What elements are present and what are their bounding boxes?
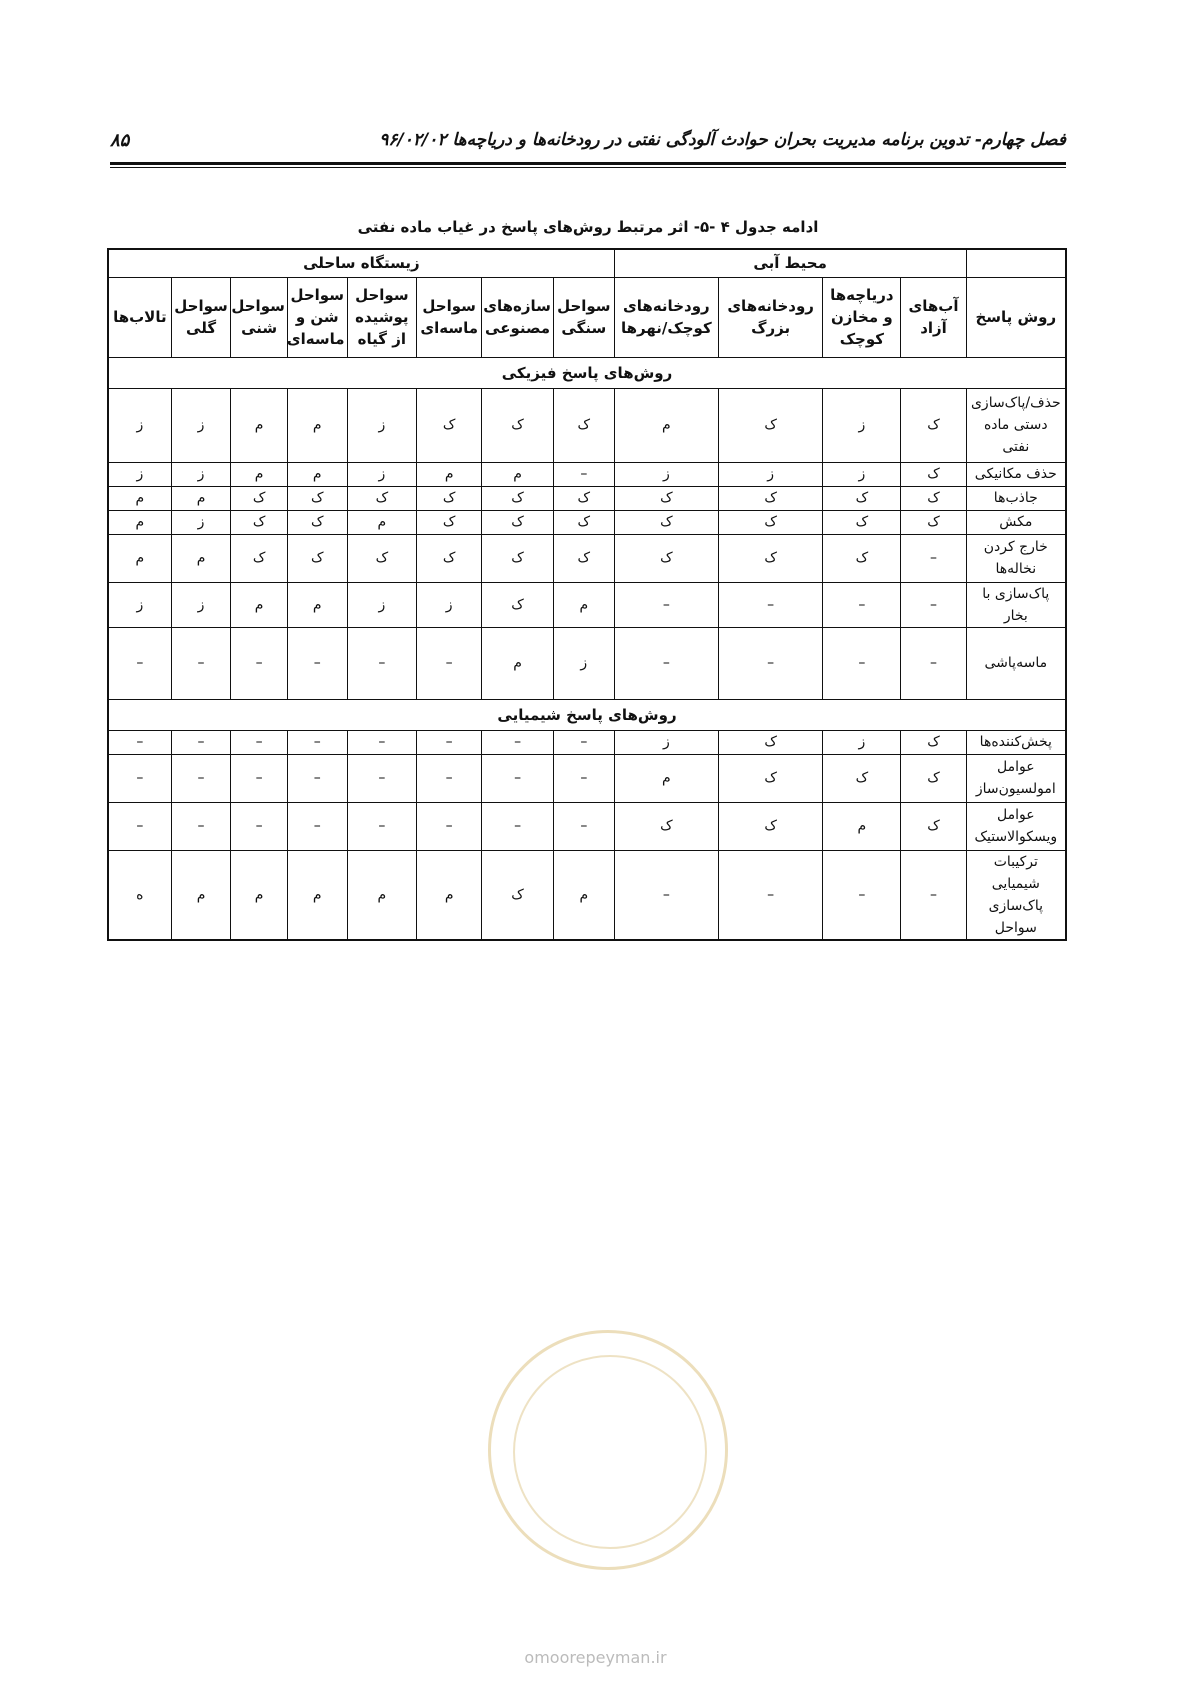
- column-header: آب‌های آزاد: [901, 277, 966, 357]
- column-header: روش پاسخ: [966, 277, 1066, 357]
- rating-cell: م: [287, 462, 347, 486]
- rating-cell: ز: [108, 582, 171, 627]
- rating-cell: –: [553, 730, 614, 754]
- rating-cell: –: [553, 462, 614, 486]
- rating-cell: ک: [482, 510, 554, 534]
- column-header: سواحل سنگی: [553, 277, 614, 357]
- rating-cell: ک: [901, 462, 966, 486]
- rating-cell: ک: [287, 510, 347, 534]
- rating-cell: ک: [347, 534, 417, 582]
- rating-cell: –: [417, 802, 482, 850]
- rating-cell: ک: [719, 510, 823, 534]
- rating-cell: م: [482, 462, 554, 486]
- rating-cell: –: [553, 754, 614, 802]
- table-row: [108, 462, 1066, 486]
- rating-cell: –: [171, 730, 231, 754]
- rating-cell: ز: [347, 388, 417, 462]
- rating-cell: ک: [231, 486, 287, 510]
- rating-cell: م: [553, 582, 614, 627]
- table-row: [108, 730, 1066, 754]
- rating-cell: –: [719, 582, 823, 627]
- rating-cell: ک: [287, 534, 347, 582]
- rating-cell: –: [614, 850, 718, 940]
- rating-cell: –: [287, 802, 347, 850]
- rating-cell: ک: [823, 510, 901, 534]
- rating-cell: م: [171, 534, 231, 582]
- rating-cell: –: [171, 802, 231, 850]
- rating-cell: –: [901, 582, 966, 627]
- rating-cell: –: [614, 582, 718, 627]
- section-title: روش‌های پاسخ فیزیکی: [108, 357, 1066, 388]
- page-number: ۸۵: [110, 130, 130, 151]
- watermark-url: omoorepeyman.ir: [524, 1648, 667, 1667]
- rating-cell: م: [287, 850, 347, 940]
- rating-cell: ک: [901, 754, 966, 802]
- rating-cell: –: [901, 627, 966, 699]
- rating-cell: م: [231, 462, 287, 486]
- rating-cell: م: [823, 802, 901, 850]
- table-body: [108, 357, 1066, 940]
- column-header: سواحل شن و ماسه‌ای: [287, 277, 347, 357]
- method-cell: ماسه‌پاشی: [966, 627, 1066, 699]
- rating-cell: –: [347, 802, 417, 850]
- method-cell: پخش‌کننده‌ها: [966, 730, 1066, 754]
- rating-cell: –: [108, 627, 171, 699]
- rating-cell: ک: [553, 534, 614, 582]
- section-title: روش‌های پاسخ شیمیایی: [108, 699, 1066, 730]
- rating-cell: –: [287, 627, 347, 699]
- rating-cell: ز: [719, 462, 823, 486]
- rating-cell: م: [614, 754, 718, 802]
- rating-cell: –: [482, 730, 554, 754]
- group-coastal: زیستگاه ساحلی: [108, 249, 614, 277]
- rating-cell: م: [417, 462, 482, 486]
- rating-cell: –: [171, 627, 231, 699]
- publisher-seal-watermark: [488, 1330, 728, 1570]
- section-header-row: [108, 699, 1066, 730]
- rating-cell: م: [231, 850, 287, 940]
- rating-cell: –: [614, 627, 718, 699]
- section-header-row: [108, 357, 1066, 388]
- rating-cell: ک: [614, 534, 718, 582]
- rating-cell: ک: [719, 754, 823, 802]
- method-cell: جاذب‌ها: [966, 486, 1066, 510]
- rating-cell: م: [108, 534, 171, 582]
- rating-cell: ک: [719, 388, 823, 462]
- table-row: [108, 388, 1066, 462]
- rating-cell: –: [901, 850, 966, 940]
- rating-cell: م: [231, 388, 287, 462]
- rating-cell: ه: [108, 850, 171, 940]
- rating-cell: ز: [108, 388, 171, 462]
- rating-cell: ز: [171, 388, 231, 462]
- table-row: [108, 582, 1066, 627]
- rating-cell: –: [482, 802, 554, 850]
- rating-cell: –: [287, 754, 347, 802]
- rating-cell: –: [231, 627, 287, 699]
- rating-cell: –: [417, 627, 482, 699]
- method-cell: پاک‌سازی با بخار: [966, 582, 1066, 627]
- column-header: تالاب‌ها: [108, 277, 171, 357]
- rating-cell: ک: [231, 534, 287, 582]
- rating-cell: ک: [553, 510, 614, 534]
- table-row: [108, 486, 1066, 510]
- rating-cell: م: [417, 850, 482, 940]
- rating-cell: –: [417, 730, 482, 754]
- rating-cell: ک: [231, 510, 287, 534]
- column-header: رودخانه‌های کوچک/نهرها: [614, 277, 718, 357]
- rating-cell: ک: [553, 486, 614, 510]
- rating-cell: م: [287, 582, 347, 627]
- rating-cell: –: [482, 754, 554, 802]
- rating-cell: –: [719, 850, 823, 940]
- rating-cell: –: [231, 754, 287, 802]
- rating-cell: ز: [171, 582, 231, 627]
- rating-cell: –: [108, 754, 171, 802]
- column-header: سواحل ماسه‌ای: [417, 277, 482, 357]
- rating-cell: م: [108, 510, 171, 534]
- rating-cell: –: [231, 730, 287, 754]
- rating-cell: –: [347, 627, 417, 699]
- rating-cell: م: [347, 850, 417, 940]
- rating-cell: –: [231, 802, 287, 850]
- rating-cell: ز: [553, 627, 614, 699]
- rating-cell: ز: [171, 462, 231, 486]
- column-header: سواحل شنی: [231, 277, 287, 357]
- response-methods-table: [107, 248, 1067, 941]
- rating-cell: ک: [614, 486, 718, 510]
- method-cell: عوامل امولسیون‌ساز: [966, 754, 1066, 802]
- method-cell: خارج کردن نخاله‌ها: [966, 534, 1066, 582]
- rating-cell: ک: [823, 534, 901, 582]
- rating-cell: ز: [823, 730, 901, 754]
- rating-cell: ز: [417, 582, 482, 627]
- rating-cell: ز: [347, 462, 417, 486]
- rating-cell: ک: [482, 486, 554, 510]
- method-cell: حذف/پاک‌سازی دستی ماده نفتی: [966, 388, 1066, 462]
- rating-cell: –: [347, 730, 417, 754]
- column-header: سازه‌های مصنوعی: [482, 277, 554, 357]
- table-row: [108, 534, 1066, 582]
- rating-cell: –: [347, 754, 417, 802]
- rating-cell: –: [171, 754, 231, 802]
- rating-cell: ک: [417, 486, 482, 510]
- column-header: سواحل پوشیده از گیاه: [347, 277, 417, 357]
- rating-cell: ک: [287, 486, 347, 510]
- rating-cell: ز: [171, 510, 231, 534]
- rating-cell: ک: [719, 534, 823, 582]
- rating-cell: ک: [719, 802, 823, 850]
- rating-cell: –: [553, 802, 614, 850]
- rating-cell: ک: [482, 850, 554, 940]
- table-row: [108, 627, 1066, 699]
- rating-cell: ز: [614, 730, 718, 754]
- method-cell: حذف مکانیکی: [966, 462, 1066, 486]
- method-cell: مکش: [966, 510, 1066, 534]
- rating-cell: ک: [719, 486, 823, 510]
- rating-cell: م: [171, 850, 231, 940]
- rating-cell: –: [287, 730, 347, 754]
- header-rule-thin: [110, 167, 1066, 168]
- rating-cell: ز: [347, 582, 417, 627]
- rating-cell: ک: [901, 802, 966, 850]
- rating-cell: ک: [417, 510, 482, 534]
- group-aquatic: محیط آبی: [614, 249, 966, 277]
- rating-cell: ز: [823, 388, 901, 462]
- rating-cell: –: [823, 850, 901, 940]
- rating-cell: م: [171, 486, 231, 510]
- table-row: [108, 802, 1066, 850]
- rating-cell: ک: [901, 388, 966, 462]
- rating-cell: ز: [614, 462, 718, 486]
- rating-cell: –: [823, 582, 901, 627]
- table-row: [108, 754, 1066, 802]
- rating-cell: ک: [901, 730, 966, 754]
- table-row: [108, 510, 1066, 534]
- rating-cell: ک: [719, 730, 823, 754]
- rating-cell: م: [347, 510, 417, 534]
- rating-cell: ز: [108, 462, 171, 486]
- method-cell: ترکیبات شیمیایی پاک‌سازی سواحل: [966, 850, 1066, 940]
- blank-corner: [966, 249, 1066, 277]
- column-header: دریاچه‌ها و مخازن کوچک: [823, 277, 901, 357]
- table-row: [108, 850, 1066, 940]
- column-header: سواحل گلی: [171, 277, 231, 357]
- rating-cell: –: [108, 730, 171, 754]
- rating-cell: –: [823, 627, 901, 699]
- rating-cell: م: [231, 582, 287, 627]
- rating-cell: ک: [347, 486, 417, 510]
- column-header: رودخانه‌های بزرگ: [719, 277, 823, 357]
- rating-cell: م: [287, 388, 347, 462]
- rating-cell: م: [553, 850, 614, 940]
- rating-cell: –: [719, 627, 823, 699]
- header-title: فصل چهارم- تدوین برنامه مدیریت بحران حوادث آلودگی نفتی در رودخانه‌ها و دریاچه‌ها ۹۶/۰۲/۰۲: [379, 130, 1066, 150]
- rating-cell: ک: [553, 388, 614, 462]
- method-cell: عوامل ویسکوالاستیک: [966, 802, 1066, 850]
- rating-cell: ک: [901, 510, 966, 534]
- header-rule: [110, 162, 1066, 165]
- rating-cell: م: [482, 627, 554, 699]
- rating-cell: م: [108, 486, 171, 510]
- rating-cell: ک: [823, 486, 901, 510]
- rating-cell: ک: [614, 510, 718, 534]
- rating-cell: ک: [901, 486, 966, 510]
- table-caption: ادامه جدول ۴ -۵- اثر مرتبط روش‌های پاسخ در غیاب ماده نفتی: [357, 218, 819, 236]
- rating-cell: ک: [417, 534, 482, 582]
- rating-cell: ک: [823, 754, 901, 802]
- rating-cell: ک: [417, 388, 482, 462]
- rating-cell: ز: [823, 462, 901, 486]
- rating-cell: ک: [614, 802, 718, 850]
- rating-cell: –: [901, 534, 966, 582]
- rating-cell: ک: [482, 582, 554, 627]
- rating-cell: ک: [482, 388, 554, 462]
- rating-cell: م: [614, 388, 718, 462]
- rating-cell: –: [108, 802, 171, 850]
- rating-cell: –: [417, 754, 482, 802]
- rating-cell: ک: [482, 534, 554, 582]
